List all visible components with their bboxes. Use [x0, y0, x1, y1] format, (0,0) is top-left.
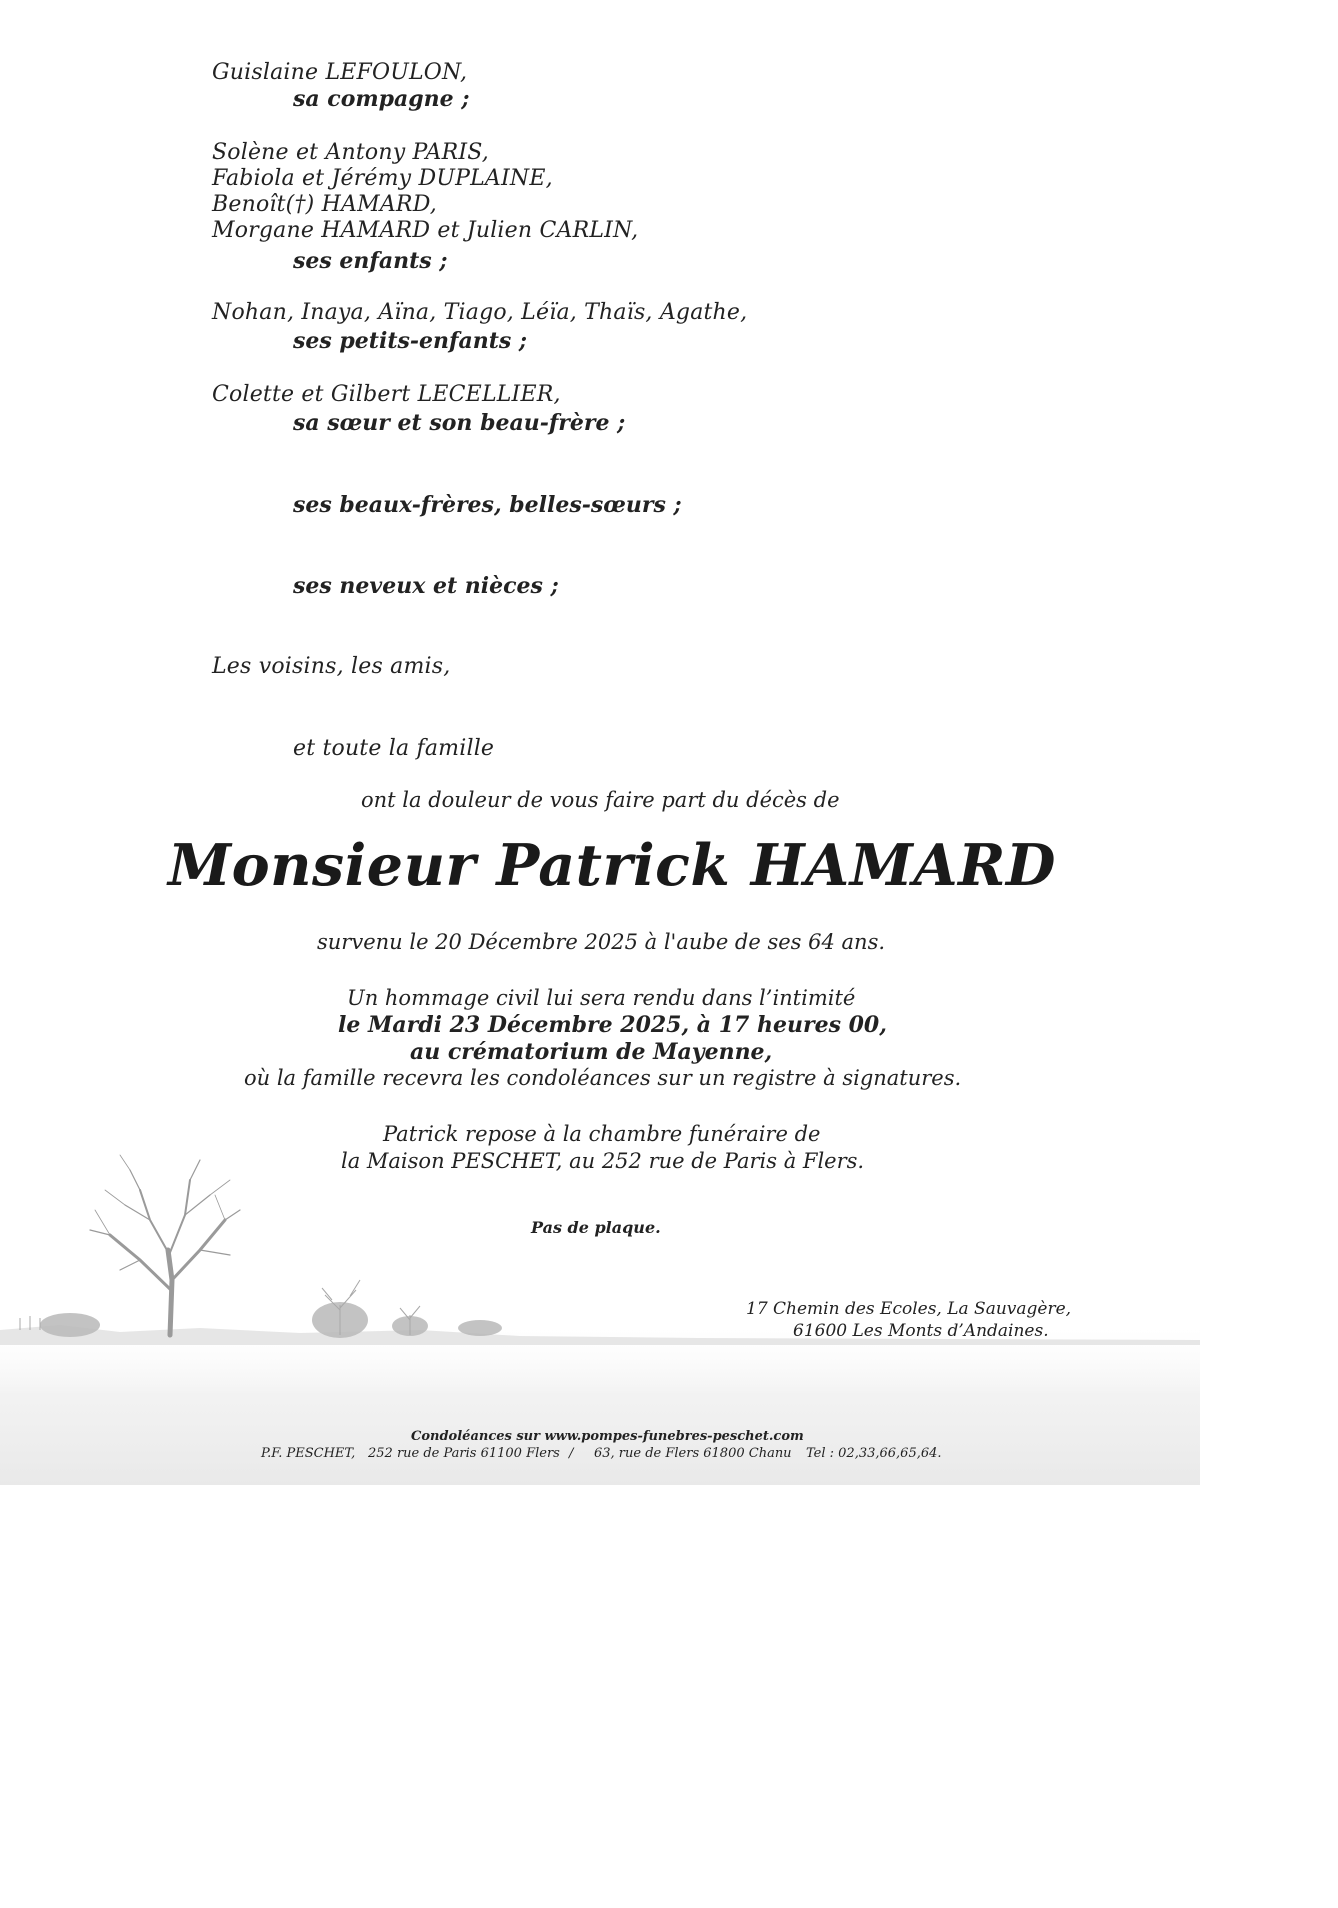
children-relation: ses enfants ;: [293, 248, 448, 274]
child-name: Benoît(†) HAMARD,: [212, 192, 437, 217]
deceased-name: Monsieur Patrick HAMARD: [168, 832, 1056, 899]
death-date-line: survenu le 20 Décembre 2025 à l'aube de ses 64 ans.: [317, 930, 886, 954]
friends-line: Les voisins, les amis,: [212, 654, 451, 679]
condolences-registry-line: où la famille recevra les condoléances sur un registre à signatures.: [244, 1066, 962, 1090]
companion-name: Guislaine LEFOULON,: [212, 60, 468, 85]
grandchildren-names: Nohan, Inaya, Aïna, Tiago, Léïa, Thaïs, Agathe,: [212, 300, 748, 325]
child-name: Fabiola et Jérémy DUPLAINE,: [212, 166, 553, 191]
funeral-home-address-chanu: 63, rue de Flers 61800 Chanu: [594, 1446, 792, 1461]
funeral-home-address-flers: 252 rue de Paris 61100 Flers: [368, 1446, 560, 1461]
ceremony-line: Un hommage civil lui sera rendu dans l’intimité: [347, 986, 856, 1010]
family-address-line1: 17 Chemin des Ecoles, La Sauvagère,: [746, 1299, 1072, 1319]
ceremony-date: le Mardi 23 Décembre 2025, à 17 heures 00,: [338, 1012, 887, 1038]
no-plaque-note: Pas de plaque.: [531, 1218, 661, 1237]
sister-names: Colette et Gilbert LECELLIER,: [212, 382, 561, 407]
ceremony-place: au crématorium de Mayenne,: [410, 1039, 773, 1065]
inlaws-relation: ses beaux-frères, belles-sœurs ;: [293, 492, 682, 518]
nephews-relation: ses neveux et nièces ;: [293, 573, 559, 599]
companion-relation: sa compagne ;: [293, 86, 470, 112]
funeral-home-name: P.F. PESCHET,: [261, 1446, 356, 1461]
condolences-website: Condoléances sur www.pompes-funebres-peschet.com: [411, 1429, 804, 1444]
family-address-line2: 61600 Les Monts d’Andaines.: [793, 1321, 1049, 1341]
announcement-intro: ont la douleur de vous faire part du décès de: [361, 788, 840, 812]
grandchildren-relation: ses petits-enfants ;: [293, 328, 528, 354]
tree-illustration: [90, 1155, 240, 1335]
funeral-home-phone: Tel : 02,33,66,65,64.: [806, 1446, 942, 1461]
child-name: Solène et Antony PARIS,: [212, 140, 489, 165]
address-separator: /: [569, 1446, 574, 1461]
resting-place-address: la Maison PESCHET, au 252 rue de Paris à Flers.: [341, 1149, 865, 1173]
resting-place-line: Patrick repose à la chambre funéraire de: [383, 1122, 821, 1146]
whole-family-line: et toute la famille: [293, 736, 495, 761]
child-name: Morgane HAMARD et Julien CARLIN,: [212, 218, 639, 243]
sister-relation: sa sœur et son beau-frère ;: [293, 410, 626, 436]
